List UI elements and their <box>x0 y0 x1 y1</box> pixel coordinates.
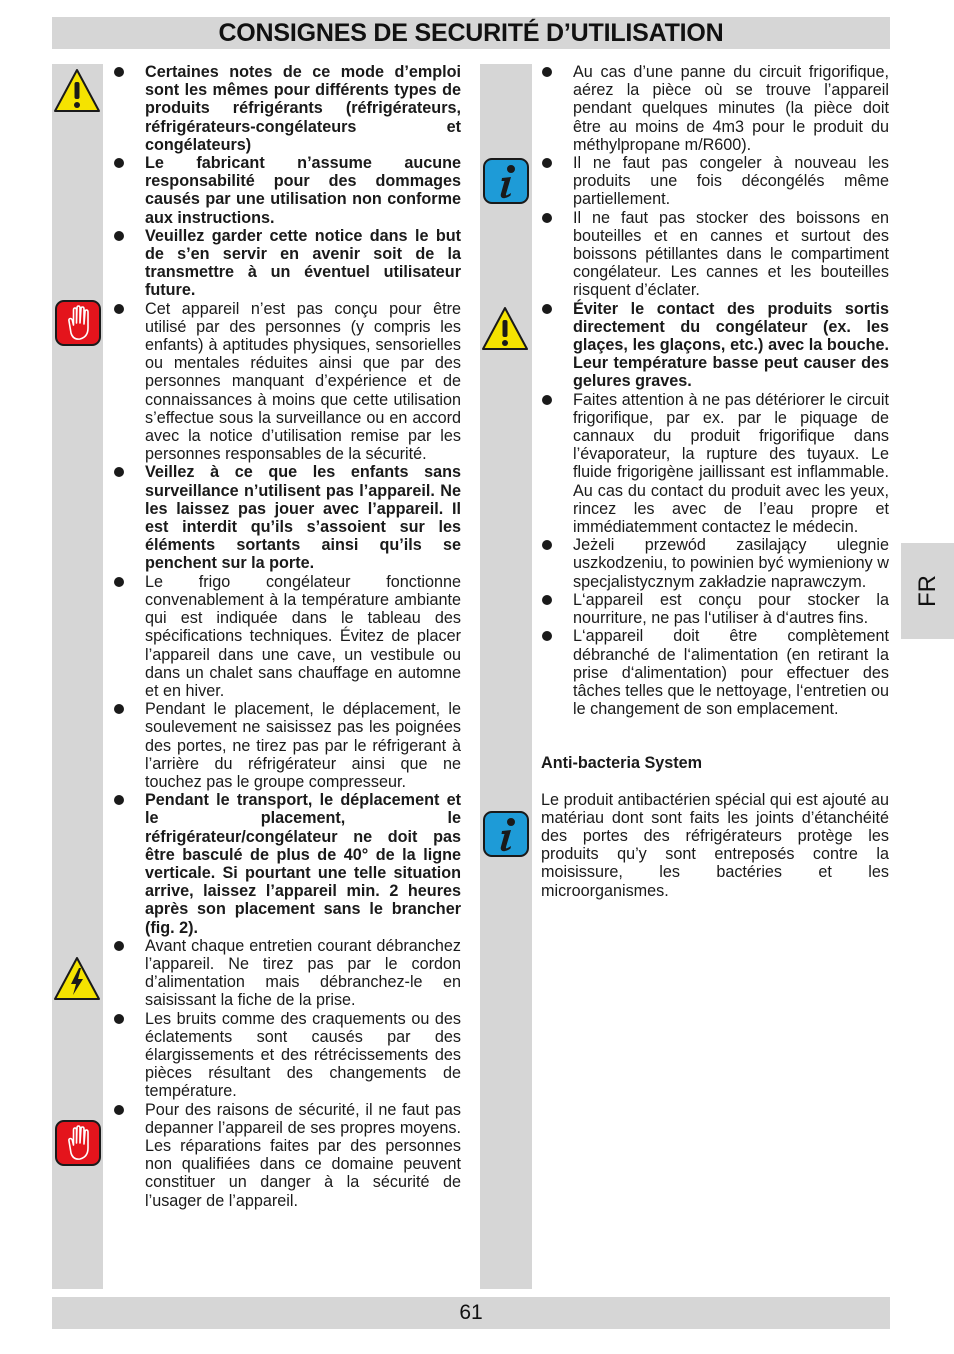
warning-triangle-icon <box>481 305 529 353</box>
list-item: Le frigo congélateur fonctionne convenablement à la température ambiante qui est indiquée dans le tableau des spécifications techniques. Évitez de placer l’appareil dans une cave, un vestibule ou dans un chalet sans chauffage en automne et en hiver. <box>113 573 461 700</box>
stop-hand-icon <box>54 299 102 347</box>
list-item: Avant chaque entretien courant débranchez l’appareil. Ne tirez pas par le cordon d’alimentation mais débranchez-le en saisissant la fiche de la prise. <box>113 937 461 1010</box>
left-column <box>113 63 461 1210</box>
list-item: Il ne faut pas congeler à nouveau les produits une fois décongélés même partiellement. <box>541 154 889 209</box>
list-item: Pendant le transport, le déplacement et le placement, le réfrigérateur/congélateur ne doit pas être basculé de plus de 40° de la ligne verticale. Si pourtant une telle situation arrive, laissez l’appareil min. 2 heures après son placement sans le brancher (fig. 2). <box>113 791 461 937</box>
info-icon <box>482 157 530 205</box>
list-item: Jeżeli przewód zasilający ulegnie uszkodzeniu, to powinien być wymieniony w specjalistycznym zakładzie naprawczym. <box>541 536 889 591</box>
list-item: Cet appareil n’est pas conçu pour être utilisé par des personnes (y compris les enfants) à aptitudes physiques, sensorielles ou mentales réduites ainsi que par des personnes manquant d’expérience et de connaissances à moins que cette utilisation s’effectue sous la surveillance ou en accord avec la notice d’utilisation remise par les personnes responsables de la sécurité. <box>113 300 461 464</box>
list-item: Au cas d’une panne du circuit frigorifique, aérez la pièce où se trouve l’appareil pendant quelques minutes (la pièce doit être au moins de 4m3 pour le produit du méthylpropane m/R600). <box>541 63 889 154</box>
list-item: L‘appareil doit être complètement débranché de l‘alimentation (en retirant la prise d‘alimentation) pour effectuer des tâches telles que le nettoyage, l‘entretien ou le changement de son emplacement. <box>541 627 889 718</box>
list-item: L‘appareil est conçu pour stocker la nourriture, ne pas l‘utiliser à d‘autres fins. <box>541 591 889 627</box>
list-item: Il ne faut pas stocker des boissons en bouteilles et en cannes et surtout des boissons pétillantes dans le compartiment congélateur. Les cannes et les bouteilles risquent d’éclater. <box>541 209 889 300</box>
right-icon-gutter <box>480 64 532 1289</box>
left-bullet-list <box>113 63 461 1210</box>
right-column <box>541 63 889 900</box>
list-item: Les bruits comme des craquements ou des éclatements sont causés par des élargissements et des rétrécissements des pièces résultant des changements de température. <box>113 1010 461 1101</box>
right-bullet-list <box>541 63 889 718</box>
list-item: Veuillez garder cette notice dans le but de s’en servir en avenir soit de la transmettre à un éventuel utilisateur future. <box>113 227 461 300</box>
page-number: 61 <box>459 1301 483 1324</box>
electric-hazard-icon <box>53 955 101 1003</box>
left-icon-gutter <box>52 64 103 1289</box>
section-body: Le produit antibactérien spécial qui est ajouté au matériau dont sont faits les joints d’étanchéité des portes des réfrigérateurs protège les produits qu’y sont entreposés contre la moisissure, les bactéries et les microorganismes. <box>541 790 889 900</box>
list-item: Pendant le placement, le déplacement, le soulevement ne saisissez pas les poignées des portes, ne tirez pas par le réfrigerant à l’arrière du réfrigérateur ainsi que ne touchez pas le groupe compresseur. <box>113 700 461 791</box>
section-title: Anti-bacteria System <box>541 754 703 773</box>
list-item: Pour des raisons de sécurité, il ne faut pas depanner l’appareil de ses propres moyens. Les réparations faites par des personnes non qualifiées dans ce domaine peuvent constituer un danger à la sécurité de l’usager de l’appareil. <box>113 1101 461 1210</box>
list-item: Veillez à ce que les enfants sans surveillance n’utilisent pas l’appareil. Ne les laissez pas jouer avec l’appareil. Il est interdit qu’ils s’assoient sur les éléments sortants ainsi qu’ils se penchent sur la porte. <box>113 463 461 572</box>
language-tab <box>901 543 954 639</box>
warning-triangle-icon <box>53 67 101 115</box>
anti-bacteria-section <box>541 754 889 899</box>
page-title: CONSIGNES DE SECURITÉ D’UTILISATION <box>218 18 724 47</box>
list-item: Faites attention à ne pas détériorer le circuit frigorifique, par ex. par le piquage de cannaux du produit frigorifique dans l’évaporateur, la rupture des tuyaux. Le fluide frigorigène jaillissant est inflammable. Au cas du contact du produit avec les yeux, rincez les avec de l’eau propre et immédiatemment contactez le médecin. <box>541 391 889 537</box>
header-bar <box>52 17 890 49</box>
language-code: FR <box>913 575 941 607</box>
list-item: Certaines notes de ce mode d’emploi sont les mêmes pour différents types de produits réfrigérants (réfrigérateurs, réfrigérateurs-congélateurs et congélateurs) <box>113 63 461 154</box>
stop-hand-icon <box>54 1119 102 1167</box>
info-icon <box>482 810 530 858</box>
list-item: Éviter le contact des produits sortis directement du congélateur (ex. les glaçes, les glaçons, etc.) avec la bouche. Leur température basse peut causer des gelures graves. <box>541 300 889 391</box>
footer-bar <box>52 1297 890 1329</box>
list-item: Le fabricant n’assume aucune responsabilité pour des dommages causés par une utilisation non conforme aux instructions. <box>113 154 461 227</box>
